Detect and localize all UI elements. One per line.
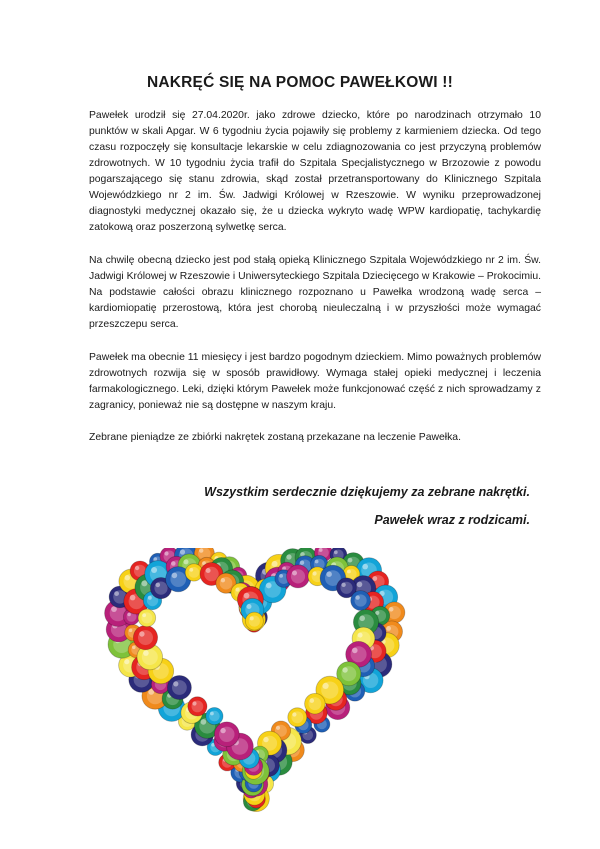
- bottle-cap: [214, 722, 239, 747]
- heart-illustration: [95, 548, 425, 843]
- page-title: NAKRĘĆ SIĘ NA POMOC PAWEŁKOWI !!: [146, 74, 454, 91]
- paragraph-current-state: Pawełek ma obecnie 11 miesięcy i jest bardzo pogodnym dzieckiem. Mimo poważnych problemów zdrowotnych rozwija się w sposób prawidłowy. Wymaga stałej opieki medycznej i leczenia farmakologicznego. Leki, dzięki którym Pawełek może funkcjonować część z nich sprowadzamy z zagranicy, ponieważ nie są dostępne w naszym kraju.: [89, 352, 542, 411]
- bottle-cap: [188, 697, 207, 716]
- bottle-cap-heart-image: [95, 548, 425, 843]
- bottle-cap: [288, 708, 307, 727]
- bottle-cap: [245, 612, 263, 630]
- bottle-cap: [351, 591, 371, 611]
- bottle-cap: [206, 708, 223, 725]
- bottle-cap: [305, 693, 326, 714]
- bottle-cap: [287, 565, 310, 588]
- bottle-cap: [133, 626, 157, 650]
- paragraph-history: Pawełek urodził się 27.04.2020r. jako zdrowe dziecko, które po narodzinach otrzymało 10 punktów w skali Apgar. W 6 tygodniu życia pojawiły się problemy z karmieniem dziecka. Od tego czasu rozpoczęły się konsultacje lekarskie w celu zdiagnozowania co jest przyczyną problemów zdrowotnych. W 10 tygodniu życia trafił do Szpitala Specjalistycznego w Brzozowie z powodu pogarszającego się stanu zdrowia, skąd został przetransportowany do Klinicznego Szpitala Wojewódzkiego nr 2 im. Św. Jadwigi Królowej w Rzeszowie. W wyniku przeprowadzonej diagnostyki medycznej okazało się, że u dziecka wykryto wadę WPW kardiopatię, tachykardię zatokową oraz poszerzoną sylwetkę serca.: [89, 110, 541, 233]
- thanks-line: Wszystkim serdecznie dziękujemy za zebrane nakrętki.: [204, 485, 530, 499]
- signature-line: Pawełek wraz z rodzicami.: [374, 513, 530, 527]
- paragraph-donation: Zebrane pieniądze ze zbiórki nakrętek zostaną przekazane na leczenie Pawełka.: [89, 432, 461, 443]
- bottle-cap: [138, 609, 156, 627]
- paragraph-diagnosis: Na chwilę obecną dziecko jest pod stałą opieką Klinicznego Szpitala Wojewódzkiego nr 2 im. Św. Jadwigi Królowej w Rzeszowie i Uniwersyteckiego Szpitala Dziecięcego w Krakowie – Prokocimiu. Na podstawie całości obrazu klinicznego rozpoznano u Pawełka wrodzoną wadę serca – kardiomiopatię przerostową, która jest chorobą nieuleczalną i w przyszłości może wymagać przeszczepu serca.: [89, 255, 541, 330]
